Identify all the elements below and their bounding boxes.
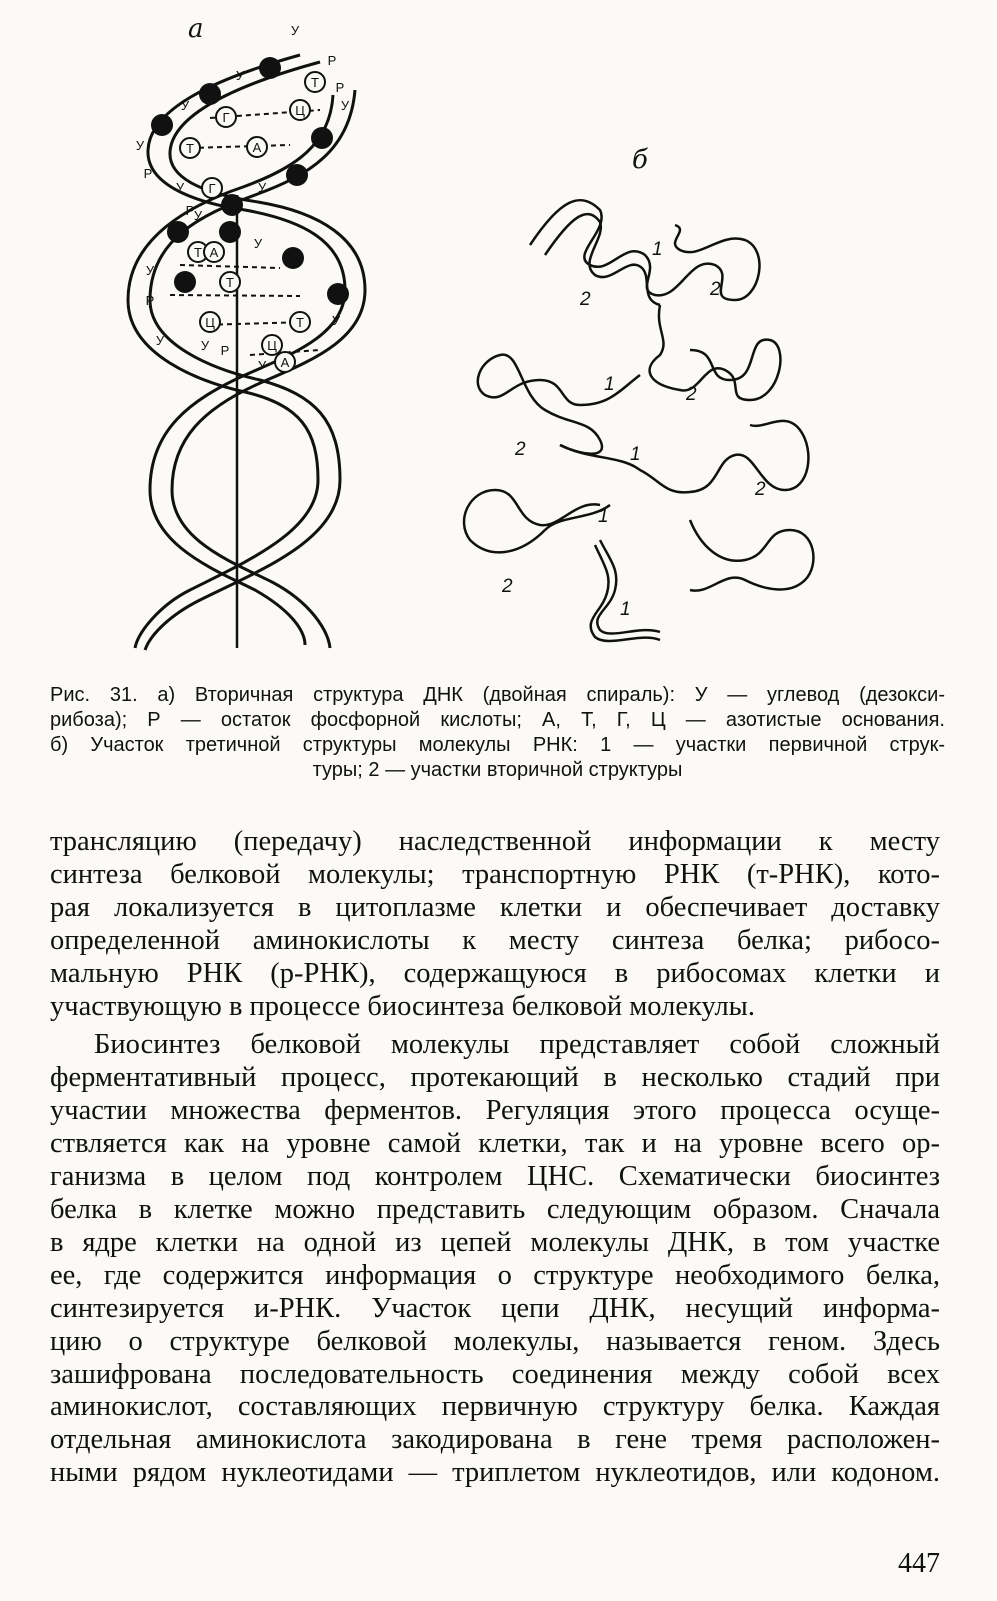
text-line: мальную РНК (р-РНК), содержащуюся в рибосомах клетки и	[50, 957, 940, 989]
text-line: определенной аминокислоты к месту синтеза белка; рибосо-	[50, 924, 940, 956]
text-line: белка в клетке можно представить следующим образом. Сначала	[50, 1193, 940, 1225]
rna-helix-middle-left	[478, 355, 640, 454]
svg-text:Р: Р	[143, 166, 153, 181]
figure-31	[0, 0, 997, 670]
svg-text:Т: Т	[226, 275, 234, 290]
svg-text:Р: Р	[327, 53, 337, 68]
rna-loop-top	[530, 200, 759, 300]
label-2-b: 2	[710, 279, 721, 300]
text-line: ферментативный процесс, протекающий в несколько стадий при	[50, 1062, 940, 1094]
svg-text:У: У	[175, 180, 185, 195]
svg-text:У: У	[257, 180, 267, 195]
text-line: ее, где содержится информация о структуре необходимого белка,	[50, 1259, 940, 1291]
svg-text:У: У	[340, 98, 350, 113]
figure-caption	[50, 683, 945, 783]
rna-tertiary-structure-illustration	[0, 0, 997, 670]
svg-text:А: А	[280, 355, 290, 370]
text-line: Биосинтез белковой молекулы представляет собой сложный	[94, 1029, 940, 1061]
text-line: трансляцию (передачу) наследственной информации к месту	[50, 826, 940, 857]
text-line: в ядре клетки на одной из цепей молекулы ДНК, в том участке	[50, 1226, 940, 1258]
svg-text:Р: Р	[220, 343, 230, 358]
svg-text:Ц: Ц	[295, 103, 305, 118]
label-1-a: 1	[652, 239, 663, 260]
caption-line: рибоза); Р — остаток фосфорной кислоты; А, Т, Г, Ц — азотистые основания.	[50, 709, 945, 731]
svg-text:У: У	[200, 338, 210, 353]
svg-text:У: У	[155, 333, 165, 348]
svg-text:А: А	[209, 245, 219, 260]
text-line: синтезируется и-РНК. Участок цепи ДНК, несущий информа-	[50, 1292, 940, 1324]
svg-text:У: У	[135, 138, 145, 153]
svg-text:У: У	[253, 236, 263, 251]
label-1-c: 1	[630, 444, 641, 465]
svg-text:У: У	[180, 98, 190, 113]
text-line: ствляется как на уровне самой клетки, так и на уровне всего ор-	[50, 1128, 940, 1160]
svg-text:У: У	[290, 23, 300, 38]
svg-text:Т: Т	[296, 315, 304, 330]
text-line: синтеза белковой молекулы; транспортную РНК (т-РНК), кото-	[50, 858, 940, 890]
caption-line: Рис. 31. а) Вторичная структура ДНК (двойная спираль): У — углевод (дезокси-	[50, 684, 945, 706]
svg-text:Ц: Ц	[267, 338, 277, 353]
panel-b-label: б	[632, 145, 648, 175]
svg-text:Р: Р	[335, 80, 345, 95]
caption-line: б) Участок третичной структуры молекулы РНК: 1 — участки первичной струк-	[50, 734, 945, 756]
caption-line: туры; 2 — участки вторичной структуры	[312, 759, 683, 781]
svg-text:Г: Г	[222, 110, 230, 125]
svg-text:Р: Р	[185, 203, 195, 218]
text-line: участвующую в процессе биосинтеза белковой молекулы.	[50, 990, 755, 1022]
text-line: рая локализуется в цитоплазме клетки и обеспечивает доставку	[50, 891, 940, 923]
label-2-a: 2	[580, 289, 591, 310]
svg-text:Г: Г	[208, 181, 216, 196]
rna-helix-middle-right	[650, 305, 781, 400]
svg-text:А: А	[252, 140, 262, 155]
rna-helix-right	[560, 421, 808, 492]
label-1-d: 1	[598, 506, 609, 527]
page-number: 447	[898, 1548, 940, 1579]
svg-text:Т: Т	[186, 141, 194, 156]
svg-text:У: У	[257, 358, 267, 373]
rna-helix-lower-right	[690, 520, 813, 591]
rna-primary-tail-edge	[591, 545, 660, 641]
svg-text:У: У	[331, 313, 341, 328]
label-1-b: 1	[604, 374, 615, 395]
paragraph	[50, 826, 940, 1023]
text-line: участии множества ферментов. Регуляция этого процесса осуще-	[50, 1095, 940, 1127]
text-line: цию о структуре белковой молекулы, называется геном. Здесь	[50, 1325, 940, 1357]
body-text	[50, 826, 940, 1490]
label-2-f: 2	[502, 576, 513, 597]
svg-text:Т: Т	[311, 75, 319, 90]
svg-text:Ц: Ц	[205, 315, 215, 330]
label-1-e: 1	[620, 599, 631, 620]
text-line: аминокислот, составляющих первичную структуру белка. Каждая	[50, 1391, 940, 1423]
svg-text:Р: Р	[145, 293, 155, 308]
svg-text:У: У	[145, 263, 155, 278]
panel-a-label: а	[188, 14, 204, 44]
text-line: ными рядом нуклеотидами — триплетом нуклеотидов, или кодоном.	[50, 1457, 940, 1489]
text-line: отдельная аминокислота закодирована в гене тремя расположен-	[50, 1424, 940, 1456]
rna-loop-top-inner	[545, 214, 660, 305]
svg-text:Т: Т	[194, 245, 202, 260]
label-2-e: 2	[755, 479, 766, 500]
paragraph	[50, 1029, 940, 1490]
label-2-c: 2	[686, 384, 697, 405]
svg-text:У: У	[193, 208, 203, 223]
text-line: зашифрована последовательность соединения между собой всех	[50, 1358, 940, 1390]
text-line: ганизма в целом под контролем ЦНС. Схематически биосинтез	[50, 1161, 940, 1193]
svg-text:У: У	[235, 68, 245, 83]
label-2-d: 2	[515, 439, 526, 460]
rna-helix-lower-left	[464, 490, 610, 552]
